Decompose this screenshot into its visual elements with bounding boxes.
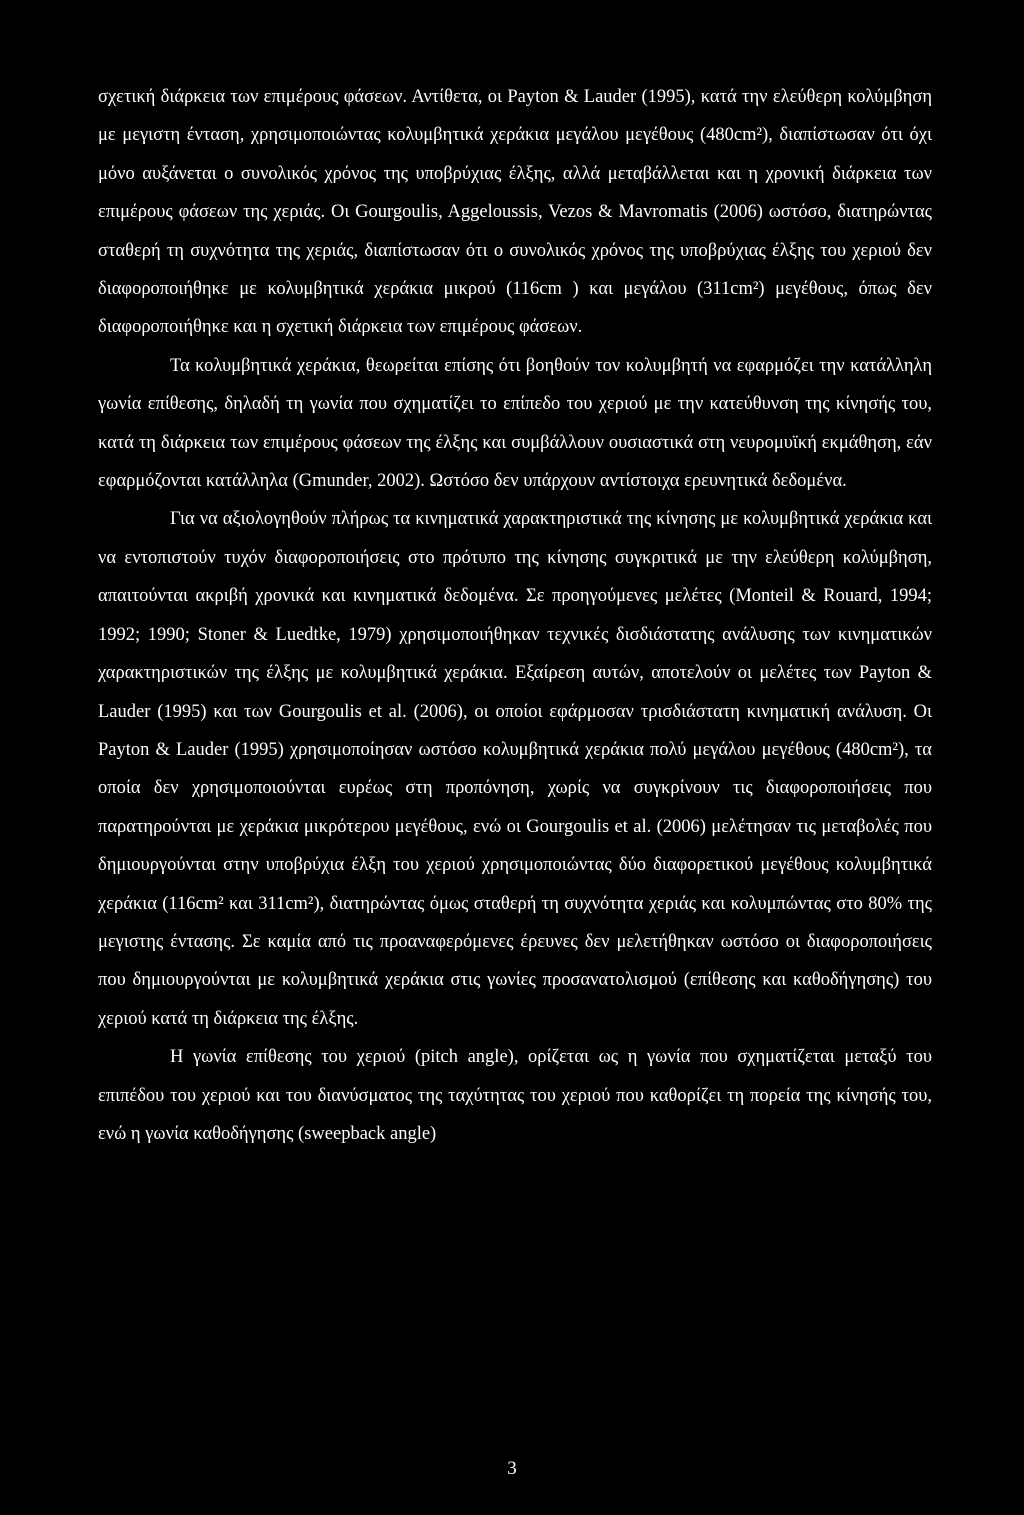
paragraph-2: Τα κολυμβητικά χεράκια, θεωρείται επίσης ότι βοηθούν τον κολυμβητή να εφαρμόζει την κατάλληλη γωνία επίθεσης, δηλαδή τη γωνία που σχηματίζει το επίπεδο του χεριού με την κατεύθυνση της κίνησής του, κατά τη διάρκεια των επιμέρους φάσεων της έλξης και συμβάλλουν ουσιαστικά στη νευρομυϊκή εκμάθηση, εάν εφαρμόζονται κατάλληλα (Gmunder, 2002). Ωστόσο δεν υπάρχουν αντίστοιχα ερευνητικά δεδομένα. [98,355,932,492]
document-body [98,78,932,1153]
paragraph-1: σχετική διάρκεια των επιμέρους φάσεων. Αντίθετα, οι Payton & Lauder (1995), κατά την ελεύθερη κολύμβηση με μεγιστη ένταση, χρησιμοποιώντας κολυμβητικά χεράκια μεγάλου μεγέθους (480cm²), διαπίστωσαν ότι όχι μόνο αυξάνεται ο συνολικός χρόνος της υποβρύχιας έλξης, αλλά μεταβάλλεται και η χρονική διάρκεια των επιμέρους φάσεων της χεριάς. Οι Gourgoulis, Aggeloussis, Vezos & Mavromatis (2006) ωστόσο, διατηρώντας σταθερή τη συχνότητα της χεριάς, διαπίστωσαν ότι ο συνολικός χρόνος της υποβρύχιας έλξης του χεριού δεν διαφοροποιήθηκε με κολυμβητικά χεράκια μικρού (116cm ) και μεγάλου (311cm²) μεγέθους, όπως δεν διαφοροποιήθηκε και η σχετική διάρκεια των επιμέρους φάσεων. [98,87,932,338]
paragraph-3: Για να αξιολογηθούν πλήρως τα κινηματικά χαρακτηριστικά της κίνησης με κολυμβητικά χεράκια και να εντοπιστούν τυχόν διαφοροποιήσεις στο πρότυπο της κίνησης συγκριτικά με την ελεύθερη κολύμβηση, απαιτούνται ακριβή χρονικά και κινηματικά δεδομένα. Σε προηγούμενες μελέτες (Monteil & Rouard, 1994; 1992; 1990; Stoner & Luedtke, 1979) χρησιμοποιήθηκαν τεχνικές δισδιάστατης ανάλυσης των κινηματικών χαρακτηριστικών της έλξης με κολυμβητικά χεράκια. Εξαίρεση αυτών, αποτελούν οι μελέτες των Payton & Lauder (1995) και των Gourgoulis et al. (2006), οι οποίοι εφάρμοσαν τρισδιάστατη κινηματική ανάλυση. Οι Payton & Lauder (1995) χρησιμοποίησαν ωστόσο κολυμβητικά χεράκια πολύ μεγάλου μεγέθους (480cm²), τα οποία δεν χρησιμοποιούνται ευρέως στη προπόνηση, χωρίς να συγκρίνουν τις διαφοροποιήσεις που παρατηρούνται με χεράκια μικρότερου μεγέθους, ενώ οι Gourgoulis et al. (2006) μελέτησαν τις μεταβολές που δημιουργούνται στην υποβρύχια έλξη του χεριού χρησιμοποιώντας δύο διαφορετικού μεγέθους κολυμβητικά χεράκια (116cm² και 311cm²), διατηρώντας όμως σταθερή τη συχνότητα χεριάς και κολυμπώντας στο 80% της μεγιστης έντασης. Σε καμία από τις προαναφερόμενες έρευνες δεν μελετήθηκαν ωστόσο οι διαφοροποιήσεις που δημιουργούνται με κολυμβητικά χεράκια στις γωνίες προσανατολισμού (επίθεσης και καθοδήγησης) του χεριού κατά τη διάρκεια της έλξης. [98,509,932,1029]
page-number: 3 [507,1458,517,1479]
paragraph-4: Η γωνία επίθεσης του χεριού (pitch angle), ορίζεται ως η γωνία που σχηματίζεται μεταξύ του επιπέδου του χεριού και του διανύσματος της ταχύτητας του χεριού που καθορίζει τη πορεία της κίνησής του, ενώ η γωνία καθοδήγησης (sweepback angle) [98,1047,932,1144]
